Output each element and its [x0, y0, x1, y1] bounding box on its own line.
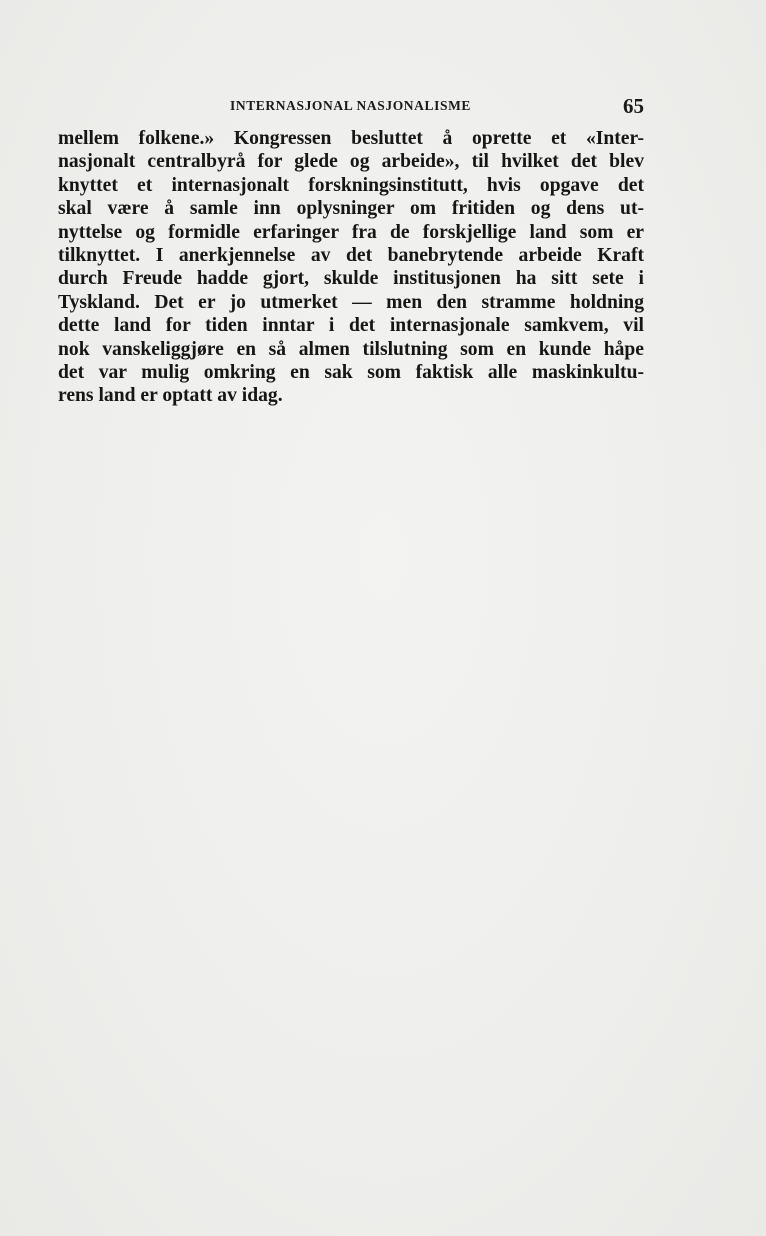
text-line: knyttet et internasjonalt forskningsinstitutt, hvis opgave det	[58, 174, 644, 196]
body-paragraph	[58, 127, 644, 408]
text-line: det var mulig omkring en sak som faktisk alle maskinkultu-	[58, 361, 644, 383]
text-line: mellem folkene.» Kongressen besluttet å oprette et «Inter-	[58, 128, 644, 149]
text-line: rens land er optatt av idag.	[58, 385, 283, 407]
text-line: skal være å samle inn oplysninger om fritiden og dens ut-	[58, 198, 644, 220]
text-line: nyttelse og formidle erfaringer fra de forskjellige land som er	[58, 221, 644, 243]
text-line: tilknyttet. I anerkjennelse av det banebrytende arbeide Kraft	[58, 244, 644, 266]
running-head	[58, 96, 644, 118]
text-line: durch Freude hadde gjort, skulde institusjonen ha sitt sete i	[58, 268, 644, 290]
running-title: INTERNASJONAL NASJONALISME	[230, 98, 472, 113]
page-number: 65	[623, 94, 644, 118]
text-line: nok vanskeliggjøre en så almen tilslutning som en kunde håpe	[58, 338, 644, 360]
text-line: dette land for tiden inntar i det internasjonale samkvem, vil	[58, 315, 644, 337]
text-line: Tyskland. Det er jo utmerket — men den stramme holdning	[58, 291, 644, 313]
text-line: nasjonalt centralbyrå for glede og arbeide», til hvilket det blev	[58, 151, 644, 173]
